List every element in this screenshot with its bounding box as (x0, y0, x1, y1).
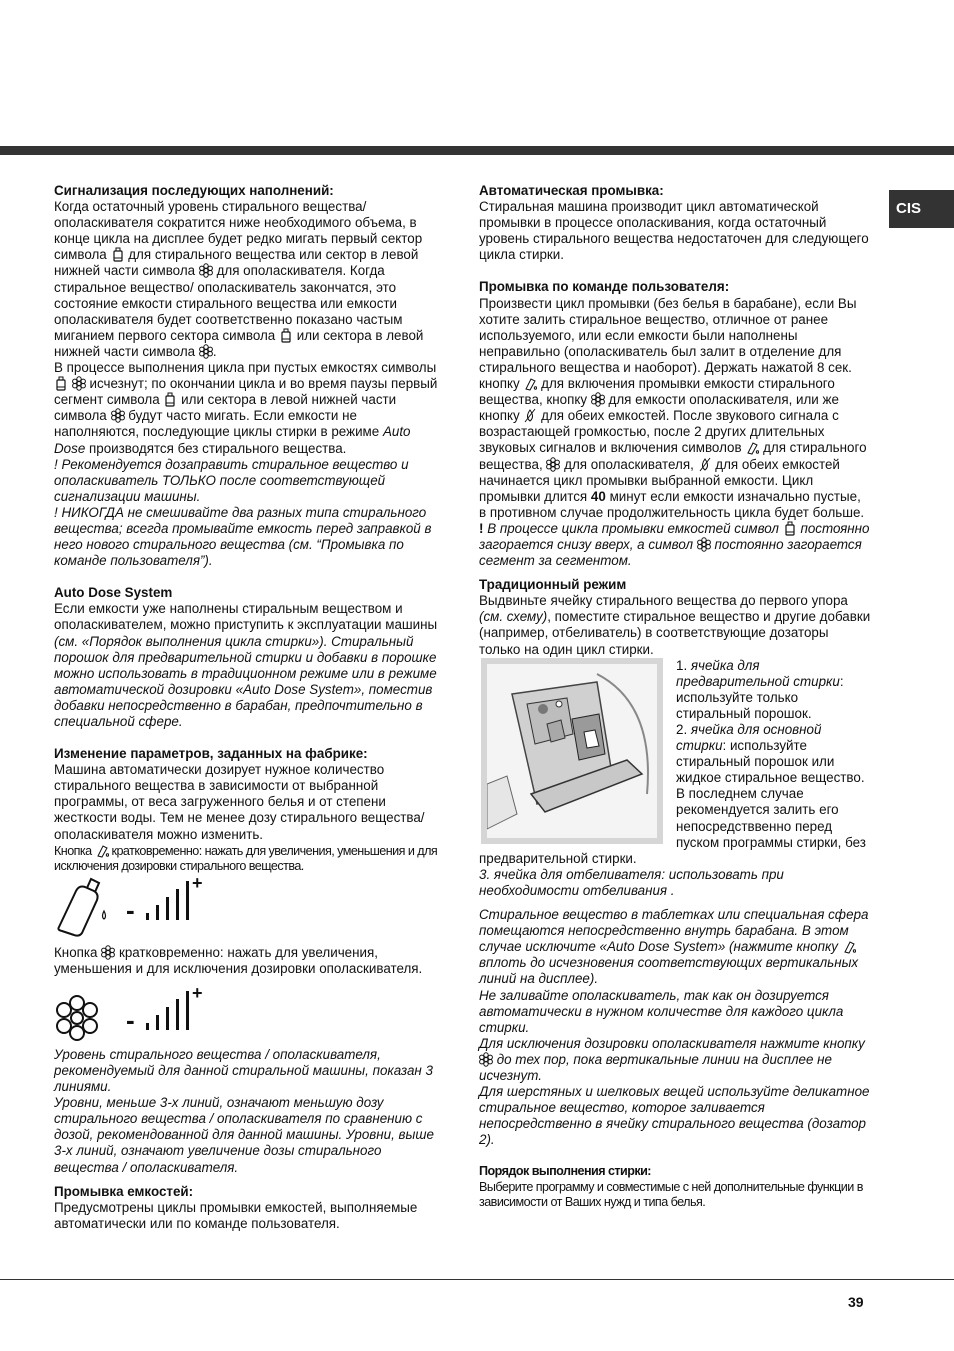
right-column (479, 183, 871, 1211)
compartment-3: 3. ячейка для отбеливателя: использовать при необходимости отбеливания . (479, 866, 784, 898)
section-title-factory-settings: Изменение параметров, заданных на фабрике: (54, 746, 368, 762)
left-column (54, 183, 442, 1232)
language-tab: CIS (889, 190, 954, 228)
compartment-2: 2. ячейка для основной стирки: используйте стиральный порошок или жидкое стиральное вещество. В последнем случае рекомендуется залить его непосредстввенно перед пуском программы стирки, без предварительной стирки. (479, 722, 866, 866)
flower-softener-icon (199, 344, 213, 359)
detergent-bottle-icon (163, 392, 177, 407)
detergent-button-text: Кнопка кратковременно: нажать для увеличения, уменьшения и для исключения дозировки стирального вещества. (54, 843, 438, 874)
warning-refill: ! Рекомендуется дозаправить стиральное вещество и ополаскиватель ТОЛЬКО после соответствующей сигнализации машины. (54, 456, 409, 504)
flower-softener-icon (199, 263, 213, 278)
footer-rule (0, 1279, 954, 1280)
section-title-refill-signal: Сигнализация последующих наполнений: (54, 183, 334, 198)
flower-softener-icon (479, 1052, 493, 1067)
flower-softener-icon (546, 457, 560, 472)
diagram-plus: + (192, 874, 203, 893)
detergent-level-diagram (54, 875, 442, 937)
level-explanation: Уровни, меньше 3-х линий, означают меньшую дозу стирального вещества / ополаскивателя по сравнению с дозой, рекомендованной для данной машины. Уровни, выше 3-х линий, означают увеличение дозы стирального вещества / ополаскивателя. (54, 1095, 434, 1175)
softener-level-diagram (54, 985, 442, 1047)
flower-softener-icon (72, 376, 86, 391)
flush-text: Предусмотрены циклы промывки емкостей, выполняемые автоматически или по команде пользователя. (54, 1199, 418, 1231)
detergent-bottle-icon (111, 247, 125, 262)
refill-signal-text: Когда остаточный уровень стирального вещества/ ополаскивателя сократится ниже необходимого объема, в конце цикла на дисплее будет редко мигать первый сектор символа для стирального вещества или сектор в левой нижней части символа для ополаскивателя. Когда стиральное вещество/ ополаскиватель закончатся, это состояние емкости стирального вещества или емкости ополаскивателя будет соответственно показано частым миганием первого сектора символа или сектора в левой нижней части символа . (54, 199, 424, 359)
detergent-button-icon (523, 376, 537, 391)
detergent-bottle-icon (783, 521, 797, 536)
diagram-plus: + (192, 984, 203, 1003)
header-bar (0, 146, 954, 155)
softener-disable-text: Для исключения дозировки ополаскивателя нажмите кнопку до тех пор, пока вертикальные линии на дисплее не исчезнут. (479, 1035, 865, 1083)
detergent-bottle-icon (54, 376, 68, 391)
flower-large-icon (57, 996, 97, 1040)
flower-softener-icon (697, 537, 711, 552)
flower-softener-icon (591, 392, 605, 407)
level-description: Уровень стирального вещества / ополаскивателя, рекомендуемый для данной стиральной машины, показан 3 линиями. (54, 1046, 433, 1095)
detergent-bottle-icon (279, 328, 293, 343)
factory-settings-text: Машина автоматически дозирует нужное количество стирального вещества в зависимости от выбранной программы, от веса загруженного белья и от степени жесткости воды. Тем не менее дозу стирального вещества/ополаскивателя можно изменить. (54, 762, 425, 842)
flower-softener-icon (111, 408, 125, 423)
softener-button-text: Кнопка кратковременно: нажать для увеличения, уменьшения и для исключения дозировки ополаскивателя. (54, 944, 423, 976)
crossed-drop-icon (523, 408, 537, 423)
section-title-auto-dose: Auto Dose System (54, 585, 173, 601)
crossed-drop-icon (698, 457, 712, 472)
detergent-button-icon (95, 843, 109, 858)
detergent-button-icon (745, 440, 759, 455)
section-title-user-flush: Промывка по команде пользователя: (479, 279, 730, 295)
tablets-text: Стиральное вещество в таблетках или специальная сфера помещаются непосредственно внутрь барабана. В этом случае исключите «Auto Dose System» (нажмите кнопку вплоть до исчезновения соответствующих вертикальных линий на дисплее). (479, 907, 869, 987)
warning-never-mix: ! НИКОГДА не смешивайте два разных типа стирального вещества; всегда промывайте емкость перед заправкой в него нового стирального вещества (см. “Промывка по команде пользователя”). (54, 504, 432, 569)
flower-softener-icon (101, 945, 115, 960)
section-title-traditional: Традиционный режим (479, 577, 627, 593)
detergent-button-icon (842, 939, 856, 954)
auto-dose-text: Если емкости уже наполнены стиральным веществом и ополаскивателем, можно приступить к эксплуатации машины (см. «Порядок выполнения цикла стирки»). Стиральный порошок для предварительной стирки и добавки в порошке можно использовать в традиционном режиме или в режиме автоматической дозировки «Auto Dose System», поместив добавки непосредственно в барабан, предпочтительно в специальной сфере. (54, 601, 438, 729)
softener-note: Не заливайте ополаскиватель, так как он дозируется автоматически в нужном количестве для каждого цикла стирки. (479, 987, 844, 1035)
user-flush-text: Произвести цикл промывки (без белья в барабане), если Вы хотите залить стиральное вещество, отличное от ранее используемого, или если емкости были наполнены неправильно (ополаскиватель был залит в отделение для стирального вещества и наоборот). Держать нажатой 8 сек. кнопку для включения промывки емкости стирального вещества, кнопку для емкости ополаскивателя, или же кнопку для обеих емкостей. После звукового сигнала с возрастающей громкостью, после 2 других длительных звуковых сигналов и включения символов для стирального вещества, для ополаскивателя, для обеих емкостей начинается цикл промывки выбранной емкости. Цикл промывки длится 40 минут если емкости изначально пустые, в противном случае продолжительность цикла будет больше. (479, 295, 867, 520)
page-number: 39 (848, 1294, 864, 1310)
wash-order-text: Выберите программу и совместимые с ней дополнительные функции в зависимости от Ваших нужд и типа белья. (479, 1179, 863, 1210)
traditional-text: Выдвиньте ячейку стирального вещества до первого упора (см. схему), поместите стиральное вещество и другие добавки (например, отбеливатель) в соответствующие дозаторы только на один цикл стирки. (479, 593, 871, 657)
section-title-wash-order: Порядок выполнения стирки: (479, 1164, 651, 1179)
compartment-1: 1. ячейка для предварительной стирки: используйте только стиральный порошок. (676, 657, 844, 721)
dispenser-figure (481, 658, 663, 844)
diagram-minus: - (126, 894, 135, 925)
diagram-minus: - (126, 1004, 135, 1035)
wool-silk-text: Для шерстяных и шелковых вещей используйте деликатное стиральное вещество, которое заливается непосредственно в ячейку стирального вещества (дозатор 2). (479, 1084, 870, 1148)
section-title-flush: Промывка емкостей: (54, 1183, 194, 1199)
refill-empty-text: В процессе выполнения цикла при пустых емкостях символы исчезнут; по окончании цикла и во время паузы первый сегмент символа или сектора в левой нижней части символа будут часто мигать. Если емкости не наполняются, последующие циклы стирки в режиме Auto Dose производятся без стирального вещества. (54, 360, 438, 456)
detergent-bottle-large-icon (58, 879, 105, 936)
section-title-auto-flush: Автоматическая промывка: (479, 183, 664, 198)
auto-flush-text: Стиральная машина производит цикл автоматической промывки в процессе ополаскивания, когда остаточный уровень стирального вещества недостаточен для следующего цикла стирки. (479, 199, 869, 263)
user-flush-warning: ! В процессе цикла промывки емкостей символ постоянно загорается снизу вверх, а символ постоянно загорается сегмент за сегментом. (479, 520, 870, 569)
